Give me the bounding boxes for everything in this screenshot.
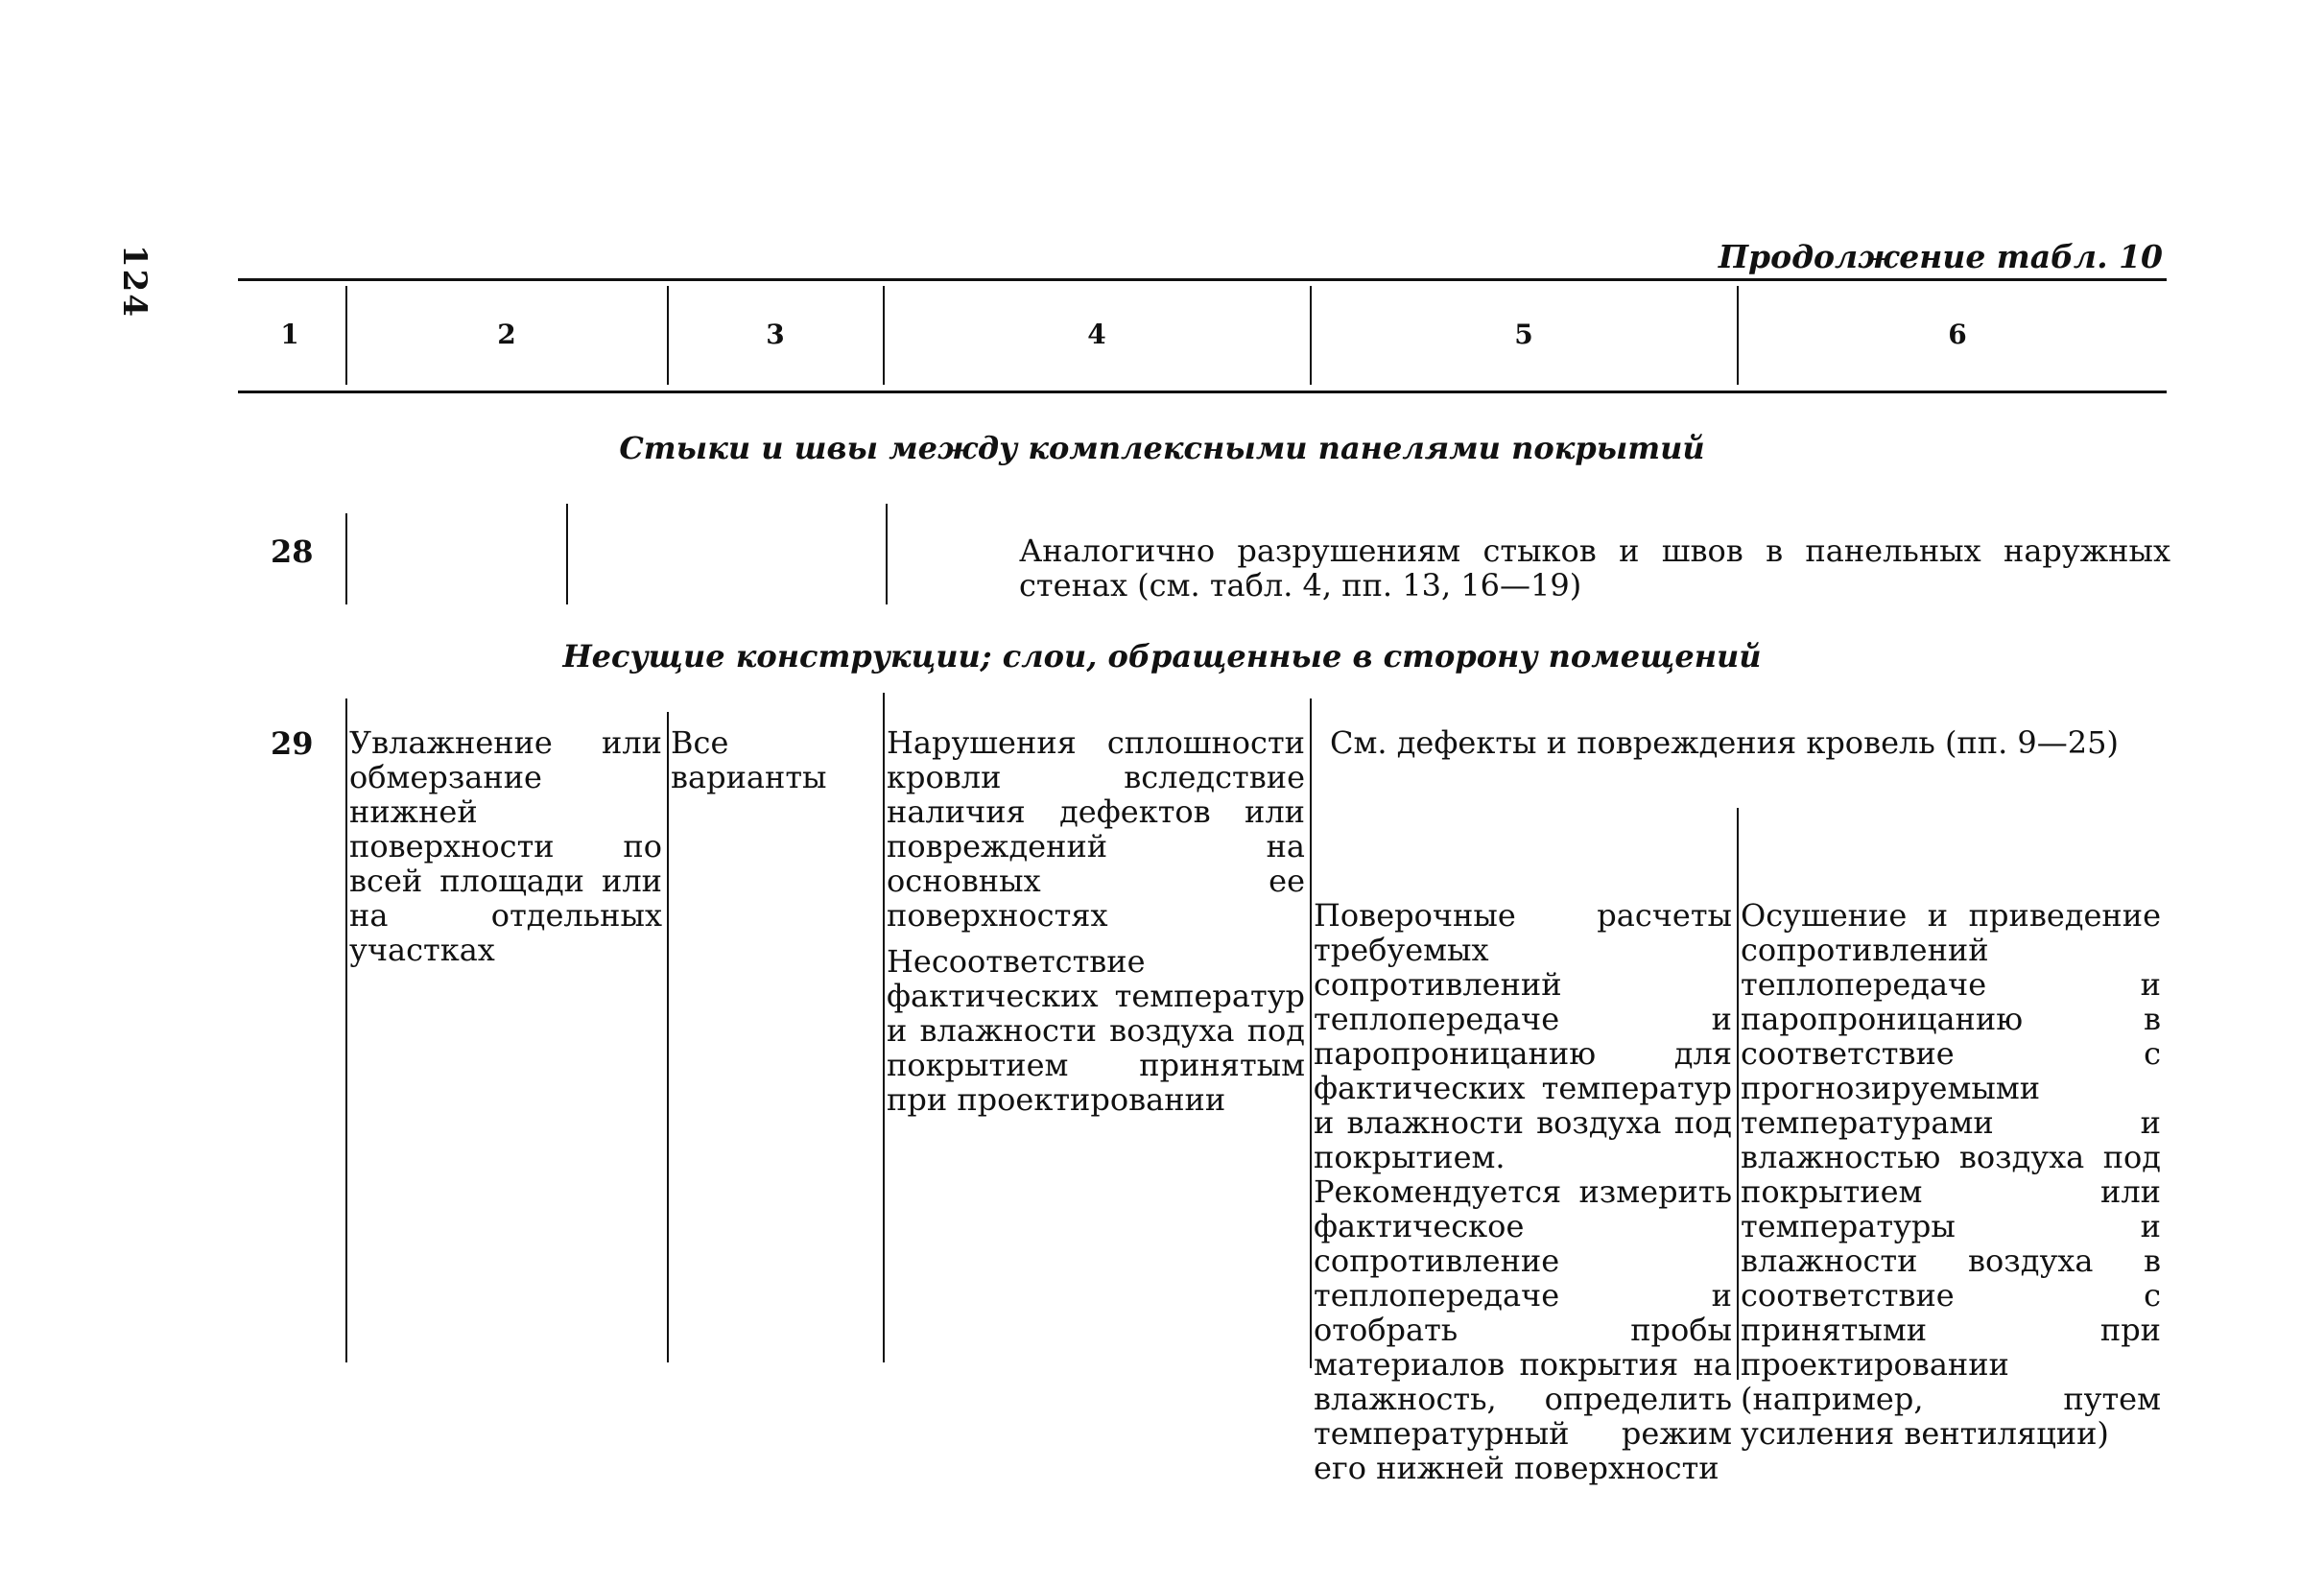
header-divider	[883, 286, 885, 385]
column-header: 2	[497, 319, 516, 350]
row-number: 28	[271, 533, 314, 570]
row-divider	[1310, 698, 1312, 1368]
row-number: 29	[271, 725, 314, 762]
header-divider	[345, 286, 347, 385]
section-title: Несущие конструкции; слои, обращенные в сторону помещений	[562, 638, 1762, 675]
row-29-reference: См. дефекты и повреждения кровель (пп. 9—25)	[1330, 724, 2119, 761]
row-divider	[345, 698, 347, 1362]
cause-item: Нарушения сплошности кровли вследствие наличия дефектов или повреждений на основных ее поверхностях	[887, 724, 1305, 934]
table-continuation-label: Продолжение табл. 10	[1718, 238, 2163, 275]
header-divider	[1310, 286, 1312, 385]
column-header: 4	[1087, 319, 1106, 350]
row-divider	[883, 693, 885, 1362]
row-divider	[1737, 808, 1739, 1380]
row-29-causes	[887, 725, 1305, 1128]
header-divider	[667, 286, 669, 385]
row-28-text: Аналогично разрушениям стыков и швов в панельных наружных стенах (см. табл. 4, пп. 13, 16—19)	[1019, 533, 2170, 604]
header-divider	[1737, 286, 1739, 385]
row-divider	[886, 504, 888, 604]
row-29-variants: Все варианты	[671, 724, 827, 795]
row-29-defect: Увлажнение или обмерзание нижней поверхности по всей площади или на отдельных участках	[349, 724, 662, 968]
column-header: 6	[1948, 319, 1967, 350]
header-bottom-rule	[238, 391, 2167, 393]
row-29-remedies: Осушение и приведение сопротивлений теплопередаче и паропроницанию в соответствие с прогнозируемыми температурами и влажностью воздуха под покрытием или температуры и влажности воздуха в соответствие с принятыми при проектировании (например, путем усиления вентиляции)	[1741, 897, 2161, 1452]
page-number: 124	[115, 245, 154, 319]
row-divider	[345, 513, 347, 604]
cause-item: Несоответствие фактических температур и влажности воздуха под покрытием принятым при проектировании	[887, 943, 1305, 1118]
row-29-checks: Поверочные расчеты требуемых сопротивлений теплопередаче и паропроницанию для фактических температур и влажности воздуха под покрытием. Рекомендуется измерить фактическое сопротивление теплопередаче и отобрать пробы материалов покрытия на влажность, определить температурный режим его нижней поверхности	[1314, 897, 1732, 1486]
column-header: 5	[1514, 319, 1533, 350]
row-divider	[566, 504, 568, 604]
section-title: Стыки и швы между комплексными панелями покрытий	[619, 430, 1705, 466]
column-header: 3	[766, 319, 785, 350]
header-top-rule	[238, 278, 2167, 281]
row-divider	[667, 712, 669, 1362]
column-header: 1	[280, 319, 299, 350]
